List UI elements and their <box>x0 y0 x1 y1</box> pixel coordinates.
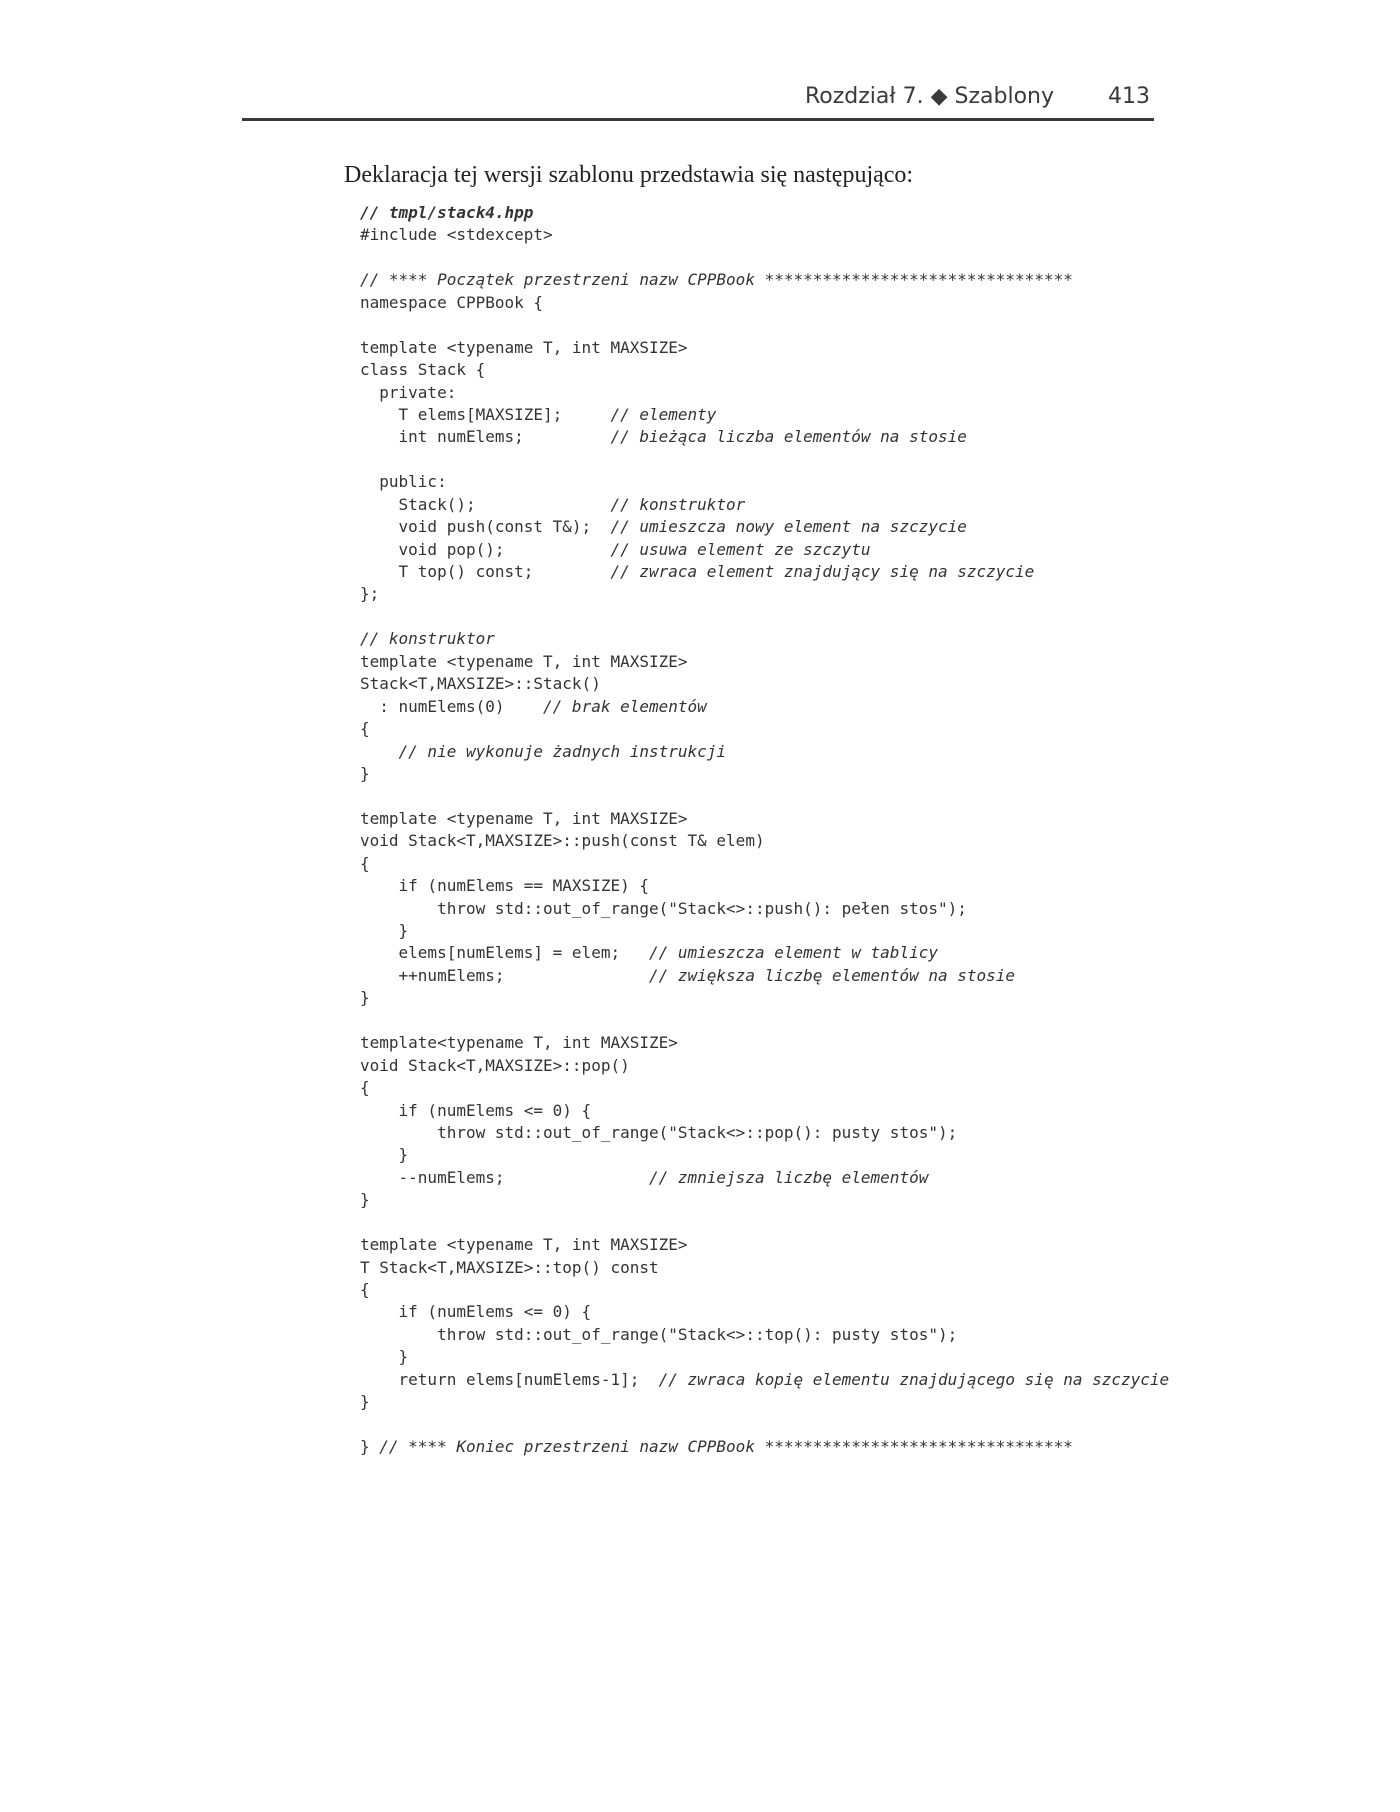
code-line <box>360 1301 1169 1323</box>
code-text: Stack(); <box>360 494 611 514</box>
code-line <box>360 269 1169 291</box>
code-comment: // konstruktor <box>360 629 495 649</box>
code-line <box>360 202 1169 224</box>
code-comment: // zwraca element znajdujący się na szczycie <box>610 562 1035 581</box>
code-line <box>360 898 1169 920</box>
code-line <box>360 942 1169 964</box>
code-text: { <box>360 719 370 739</box>
code-comment: // tmpl/stack4.hpp <box>360 203 534 222</box>
code-line <box>360 920 1169 942</box>
intro-paragraph: Deklaracja tej wersji szablonu przedstawia się następująco: <box>344 162 914 188</box>
page-header <box>242 78 1154 121</box>
code-text: void Stack<T,MAXSIZE>::pop() <box>360 1055 630 1075</box>
code-text: if (numElems == MAXSIZE) { <box>360 876 649 896</box>
code-text: throw std::out_of_range("Stack<>::top(): pusty stos"); <box>360 1324 958 1344</box>
code-line <box>360 1324 1169 1346</box>
code-text: if (numElems <= 0) { <box>360 1302 592 1322</box>
code-text: template <typename T, int MAXSIZE> <box>360 651 688 671</box>
code-line <box>360 1279 1169 1301</box>
code-line <box>360 741 1169 763</box>
code-line <box>360 673 1169 695</box>
code-comment: // brak elementów <box>543 696 707 716</box>
code-line <box>360 696 1169 718</box>
code-line <box>360 337 1169 359</box>
code-text: } <box>360 1190 370 1210</box>
code-text: : numElems(0) <box>360 696 544 716</box>
code-line <box>360 1414 1169 1436</box>
code-line <box>360 1100 1169 1122</box>
code-text: namespace CPPBook { <box>360 292 544 312</box>
code-text: } <box>360 988 370 1008</box>
code-comment: // zwiększa liczbę elementów na stosie <box>648 965 1016 985</box>
code-text: } <box>360 1145 409 1165</box>
code-text <box>360 742 399 761</box>
code-listing <box>360 202 1169 1459</box>
code-text: T elems[MAXSIZE]; <box>360 404 611 424</box>
code-line <box>360 1257 1169 1279</box>
code-text: throw std::out_of_range("Stack<>::push(): pełen stos"); <box>360 898 967 918</box>
code-text: return elems[numElems-1]; <box>360 1369 659 1389</box>
code-line <box>360 853 1169 875</box>
code-text: } <box>360 1347 409 1367</box>
code-line <box>360 1369 1169 1391</box>
code-text: throw std::out_of_range("Stack<>::pop(): pusty stos"); <box>360 1122 958 1142</box>
code-line <box>360 359 1169 381</box>
code-line <box>360 628 1169 650</box>
code-line <box>360 718 1169 740</box>
code-line <box>360 1391 1169 1413</box>
code-comment: // bieżąca liczba elementów na stosie <box>610 427 967 447</box>
code-line <box>360 1122 1169 1144</box>
code-text: T top() const; <box>360 562 611 581</box>
code-text: public: <box>360 472 447 492</box>
code-comment: // zmniejsza liczbę elementów <box>648 1167 929 1187</box>
code-text: void push(const T&); <box>360 517 611 537</box>
code-line <box>360 651 1169 673</box>
code-line <box>360 247 1169 269</box>
code-text: if (numElems <= 0) { <box>360 1100 592 1120</box>
code-text: } <box>360 921 409 940</box>
code-text: { <box>360 853 370 873</box>
code-text: private: <box>360 382 457 402</box>
code-text: template <typename T, int MAXSIZE> <box>360 808 688 828</box>
code-comment: // **** Koniec przestrzeni nazw CPPBook ******************************** <box>379 1437 1073 1457</box>
code-text: ++numElems; <box>360 965 649 985</box>
code-text: }; <box>360 584 380 604</box>
code-line <box>360 1144 1169 1166</box>
code-line <box>360 1077 1169 1099</box>
code-comment: // umieszcza nowy element na szczycie <box>610 517 967 537</box>
code-line <box>360 987 1169 1009</box>
code-line <box>360 314 1169 336</box>
code-line <box>360 808 1169 830</box>
code-comment: // **** Początek przestrzeni nazw CPPBook ******************************** <box>360 270 1073 290</box>
code-comment: // elementy <box>610 404 717 424</box>
code-line <box>360 494 1169 516</box>
code-text: template<typename T, int MAXSIZE> <box>360 1033 678 1053</box>
code-line <box>360 426 1169 448</box>
code-text: template <typename T, int MAXSIZE> <box>360 1235 688 1255</box>
code-comment: // nie wykonuje żadnych instrukcji <box>398 741 727 761</box>
page-number: 413 <box>1108 84 1150 109</box>
code-line <box>360 606 1169 628</box>
code-line <box>360 1346 1169 1368</box>
code-line <box>360 763 1169 785</box>
code-comment: // usuwa element ze szczytu <box>610 539 871 559</box>
code-text: class Stack { <box>360 360 486 380</box>
code-comment: // zwraca kopię elementu znajdującego się na szczycie <box>658 1369 1170 1389</box>
code-text: void pop(); <box>360 539 611 559</box>
code-line <box>360 1436 1169 1458</box>
code-text: { <box>360 1280 370 1299</box>
code-text: T Stack<T,MAXSIZE>::top() const <box>360 1257 659 1277</box>
code-comment: // konstruktor <box>610 494 746 514</box>
code-text: #include <stdexcept> <box>360 225 553 245</box>
code-line <box>360 516 1169 538</box>
code-text: } <box>360 1392 370 1412</box>
code-line <box>360 1032 1169 1054</box>
code-line <box>360 404 1169 426</box>
code-comment: // umieszcza element w tablicy <box>648 943 938 963</box>
code-line <box>360 1234 1169 1256</box>
code-line <box>360 785 1169 807</box>
code-text: { <box>360 1078 370 1098</box>
code-line <box>360 539 1169 561</box>
code-line <box>360 449 1169 471</box>
code-line <box>360 583 1169 605</box>
code-line <box>360 292 1169 314</box>
code-line <box>360 1010 1169 1032</box>
code-line <box>360 224 1169 246</box>
code-line <box>360 830 1169 852</box>
code-line <box>360 561 1169 583</box>
code-line <box>360 382 1169 404</box>
code-text: --numElems; <box>360 1167 649 1187</box>
code-text: elems[numElems] = elem; <box>360 943 649 963</box>
code-line <box>360 875 1169 897</box>
code-line <box>360 1189 1169 1211</box>
code-text: int numElems; <box>360 427 611 447</box>
code-text: } <box>360 1437 380 1457</box>
code-line <box>360 1212 1169 1234</box>
code-line <box>360 471 1169 493</box>
code-text: template <typename T, int MAXSIZE> <box>360 337 688 357</box>
code-line <box>360 1167 1169 1189</box>
chapter-title: Rozdział 7. ◆ Szablony <box>804 84 1054 109</box>
code-text: } <box>360 763 370 783</box>
code-text: Stack<T,MAXSIZE>::Stack() <box>360 674 601 694</box>
code-line <box>360 965 1169 987</box>
code-text: void Stack<T,MAXSIZE>::push(const T& elem) <box>360 831 765 851</box>
code-line <box>360 1055 1169 1077</box>
